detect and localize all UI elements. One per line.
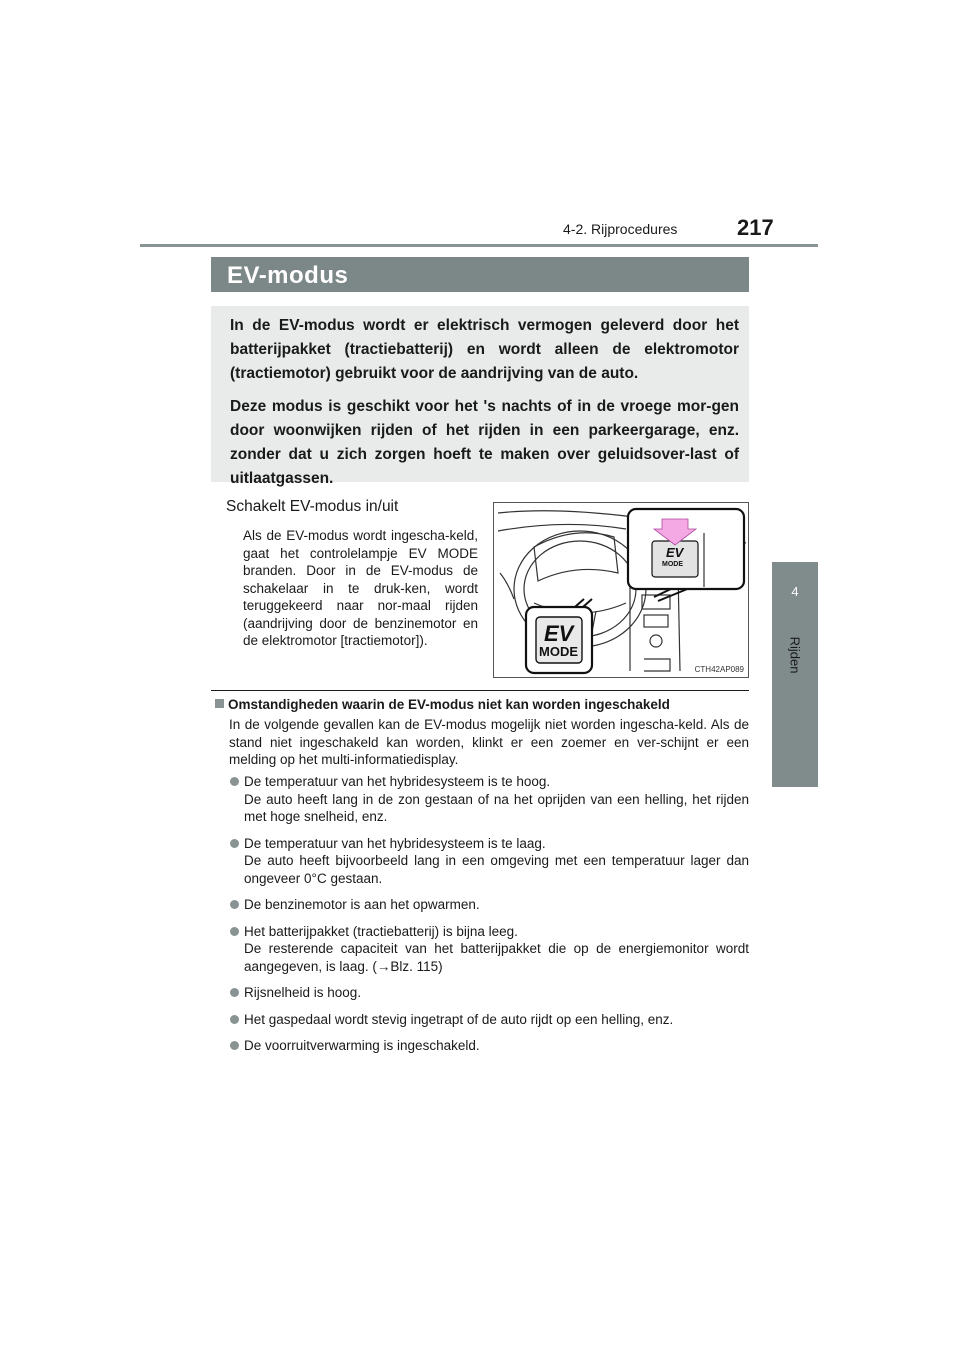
section-title-bar bbox=[211, 257, 749, 292]
chapter-label bbox=[780, 632, 810, 678]
bullet-dot-icon bbox=[230, 900, 239, 909]
dashboard-drawing bbox=[494, 503, 748, 677]
list-item bbox=[229, 773, 749, 826]
intro-paragraph-2: Deze modus is geschikt voor het 's nachts of in de vroege mor-gen door woonwijken rijden of het rijden in een parkeergarage, enz. zonder dat u zich zorgen hoeft te maken over geluidsover-last of uitlaatgassen. bbox=[230, 398, 739, 487]
list-item-main: Rijsnelheid is hoog. bbox=[244, 985, 362, 1000]
bullet-dot-icon bbox=[230, 1041, 239, 1050]
conditions-heading-text: Omstandigheden waarin de EV-modus niet kan worden ingeschakeld bbox=[228, 697, 670, 712]
chapter-number: 4 bbox=[791, 584, 799, 599]
list-item bbox=[229, 835, 749, 888]
section-reference: 4-2. Rijprocedures bbox=[563, 221, 678, 237]
conditions-heading bbox=[215, 697, 670, 712]
list-item-main: De benzinemotor is aan het opwarmen. bbox=[244, 897, 480, 912]
list-item-main: De temperatuur van het hybridesysteem is te laag. bbox=[244, 835, 546, 851]
square-bullet-icon bbox=[215, 699, 224, 708]
bullet-dot-icon bbox=[230, 927, 239, 936]
list-item bbox=[229, 1011, 749, 1029]
large-button-mode-label: MODE bbox=[539, 644, 578, 659]
conditions-intro: In de volgende gevallen kan de EV-modus mogelijk niet worden ingescha-keld. Als de stand niet ingeschakeld kan worden, klinkt er een zoemer en ver-schijnt er een melding op het multi-informatiedisplay. bbox=[229, 717, 749, 767]
list-item-main: Het batterijpakket (tractiebatterij) is bijna leeg. bbox=[244, 923, 518, 939]
list-item-main: De temperatuur van het hybridesysteem is te hoog. bbox=[244, 774, 551, 789]
list-item-main: Het gaspedaal wordt stevig ingetrapt of de auto rijdt op een helling, enz. bbox=[244, 1011, 674, 1027]
list-item-detail: De auto heeft lang in de zon gestaan of na het oprijden van een helling, het rijden met hoge snelheid, enz. bbox=[244, 791, 749, 824]
intro-paragraph-1: In de EV-modus wordt er elektrisch vermogen geleverd door het batterijpakket (tractiebatterij) en wordt alleen de elektromotor (tractiemotor) gebruikt voor de aandrijving van de auto. bbox=[230, 317, 739, 382]
bullet-dot-icon bbox=[230, 777, 239, 786]
small-button-ev-label: EV bbox=[666, 545, 684, 560]
small-button-mode-label: MODE bbox=[662, 561, 683, 568]
switch-description: Als de EV-modus wordt ingescha-keld, gaat het controlelampje EV MODE branden. Door in de EV-modus de schakelaar in te druk-ken, wordt teruggekeerd naar nor-maal rijden (aandrijving door de benzinemotor en de elektromotor [tractiemotor]). bbox=[243, 528, 478, 648]
list-item-detail: De auto heeft bijvoorbeeld lang in een omgeving met een temperatuur lager dan ongeveer 0°C gestaan. bbox=[244, 853, 749, 886]
bullet-dot-icon bbox=[230, 988, 239, 997]
section-divider bbox=[211, 690, 749, 691]
list-item-main: De voorruitverwarming is ingeschakeld. bbox=[244, 1038, 480, 1053]
list-item bbox=[229, 1037, 749, 1055]
bullet-dot-icon bbox=[230, 1015, 239, 1024]
bullet-dot-icon bbox=[230, 839, 239, 848]
large-button-ev-label: EV bbox=[544, 621, 574, 646]
list-item bbox=[229, 984, 749, 1002]
intro-box bbox=[211, 306, 749, 487]
header-rule bbox=[140, 244, 818, 247]
conditions-list bbox=[229, 773, 749, 1064]
list-item bbox=[229, 896, 749, 914]
list-item-detail: De resterende capaciteit van het batterijpakket die op de energiemonitor wordt aangegeven, is laag. (→Blz. 115) bbox=[244, 941, 749, 974]
page-number: 217 bbox=[737, 215, 774, 240]
figure-code: CTH42AP089 bbox=[694, 665, 744, 674]
section-title: EV-modus bbox=[227, 262, 349, 289]
list-item bbox=[229, 923, 749, 976]
chapter-label-text: Rijden bbox=[787, 636, 803, 674]
switch-heading: Schakelt EV-modus in/uit bbox=[226, 498, 399, 515]
ev-mode-switch-illustration bbox=[493, 502, 749, 678]
